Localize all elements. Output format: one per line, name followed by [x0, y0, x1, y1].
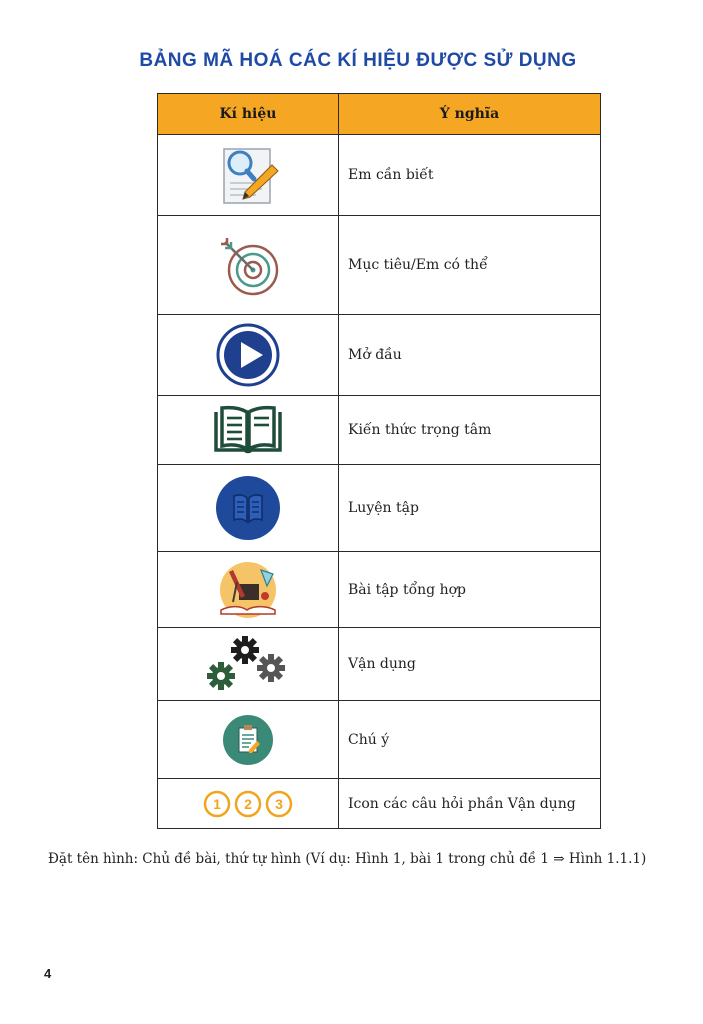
study-tools-icon — [215, 560, 281, 620]
meaning-text: Kiến thức trọng tâm — [339, 396, 601, 465]
table-row — [158, 701, 601, 779]
clipboard-icon — [221, 713, 275, 767]
number-one: 1 — [213, 795, 221, 812]
table-header-row — [158, 94, 601, 135]
page-title: BẢNG MÃ HOÁ CÁC KÍ HIỆU ĐƯỢC SỬ DỤNG — [139, 50, 577, 71]
numbered-circles-icon — [202, 789, 294, 819]
meaning-text: Mục tiêu/Em có thể — [339, 216, 601, 315]
table-row — [158, 552, 601, 628]
book-circle-icon — [214, 474, 282, 542]
meaning-text: Icon các câu hỏi phần Vận dụng — [339, 779, 601, 829]
meaning-text: Em cần biết — [339, 135, 601, 216]
table-row — [158, 779, 601, 829]
gears-icon — [205, 634, 291, 694]
table-row — [158, 396, 601, 465]
table-row — [158, 135, 601, 216]
meaning-text: Bài tập tổng hợp — [339, 552, 601, 628]
play-icon — [216, 323, 280, 387]
meaning-text: Luyện tập — [339, 465, 601, 552]
open-book-icon — [213, 404, 283, 456]
table-row — [158, 216, 601, 315]
meaning-text: Vận dụng — [339, 628, 601, 701]
number-three: 3 — [275, 795, 283, 812]
header-meaning: Ý nghĩa — [339, 94, 601, 135]
magnifier-pencil-icon — [216, 143, 280, 207]
table-row — [158, 465, 601, 552]
page-number: 4 — [44, 966, 52, 981]
number-two: 2 — [244, 795, 252, 812]
meaning-text: Chú ý — [339, 701, 601, 779]
table-row — [158, 315, 601, 396]
table-row — [158, 628, 601, 701]
symbol-legend-table — [157, 93, 601, 829]
meaning-text: Mở đầu — [339, 315, 601, 396]
target-arrow-icon — [215, 232, 281, 298]
header-symbol: Kí hiệu — [158, 94, 339, 135]
figure-naming-note: Đặt tên hình: Chủ đề bài, thứ tự hình (Ví dụ: Hình 1, bài 1 trong chủ đề 1 ⇒ Hình 1.1.1) — [48, 851, 647, 867]
